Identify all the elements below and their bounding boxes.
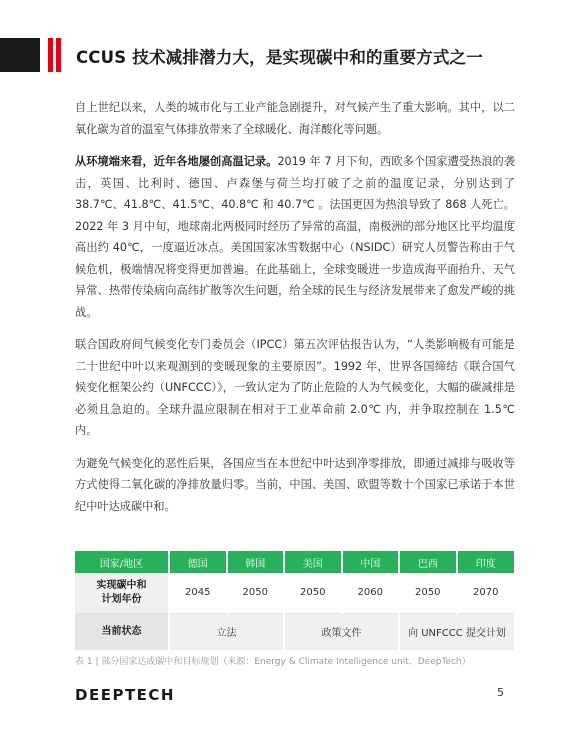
table-header-cell: 印度 bbox=[457, 551, 515, 573]
paragraph-lead: 从环境端来看，近年各地屡创高温记录。 bbox=[75, 155, 278, 168]
carbon-neutral-table bbox=[75, 551, 514, 650]
paragraph-text: 2019 年 7 月下旬，西欧多个国家遭受热浪的袭击，英国、比利时、德国、卢森堡与荷兰均打破了之前的温度记录，分别达到了 38.7℃、41.8℃、41.5℃、40.8℃ 和 40.7℃ 。法国更因为热浪导致了 868 人死亡。2022 年 3 月中旬，地球南北两极同时经历了异常的高温，南极洲的部分地区比平均温度高出约 40℃，一度逼近冰点。美国国家冰雪数据中心（NSIDC）研究人员警告称由于气候危机，极端情况将变得更加普遍。在此基础上，全球变暖进一步造成海平面抬升、天气异常、热带传染病向高纬扩散等次生问题，给全球的民生与经济发展带来了愈发严峻的挑战。 bbox=[75, 155, 515, 319]
header-black-bar bbox=[0, 38, 40, 72]
paragraph-environment bbox=[75, 151, 515, 323]
paragraph-text: 自上世纪以来，人类的城市化与工业产能急剧提升，对气候产生了重大影响。其中，以二氧化碳为首的温室气体排放带来了全球暖化、海洋酸化等问题。 bbox=[75, 101, 515, 136]
table-header-cell: 中国 bbox=[342, 551, 400, 573]
header-red-bar-2 bbox=[56, 38, 61, 72]
table-row bbox=[75, 573, 514, 613]
table-cell: 立法 bbox=[169, 613, 284, 650]
table-header-cell: 韩国 bbox=[227, 551, 285, 573]
header-red-bar bbox=[48, 38, 53, 72]
table-cell: 2050 bbox=[399, 573, 457, 613]
page-number: 5 bbox=[497, 686, 504, 699]
body-text bbox=[75, 97, 515, 528]
table-header-cell: 美国 bbox=[284, 551, 342, 573]
deeptech-logo: DEEPTECH bbox=[75, 686, 175, 704]
paragraph-ipcc bbox=[75, 334, 515, 442]
paragraph-text: 为避免气候变化的恶性后果，各国应当在本世纪中叶达到净零排放，即通过减排与吸收等方式使得二氧化碳的净排放量归零。当前，中国、美国、欧盟等数十个国家已承诺于本世纪中叶达成碳中和。 bbox=[75, 456, 515, 513]
table-header-row bbox=[75, 551, 514, 573]
row-label-target-year: 实现碳中和 计划年份 bbox=[75, 573, 169, 613]
table-cell: 2045 bbox=[169, 573, 227, 613]
table-cell: 2050 bbox=[227, 573, 285, 613]
table-header-cell: 巴西 bbox=[399, 551, 457, 573]
table-row bbox=[75, 613, 514, 650]
table-cell: 2070 bbox=[457, 573, 515, 613]
paragraph-intro bbox=[75, 97, 515, 140]
table-cell: 政策文件 bbox=[284, 613, 399, 650]
table-cell: 向 UNFCCC 提交计划 bbox=[399, 613, 514, 650]
page-title: CCUS 技术减排潜力大，是实现碳中和的重要方式之一 bbox=[76, 48, 483, 67]
paragraph-text: 联合国政府间气候变化专门委员会（IPCC）第五次评估报告认为，“人类影响极有可能是二十世纪中叶以来观测到的变暖现象的主要原因”。1992 年，世界各国缔结《联合国气候变化框架公约（UNFCCC）》，一致认定为了防止危险的人为气候变化，大幅的碳减排是必须且急迫的。全球升温应限制在相对于工业革命前 2.0℃ 内，并争取控制在 1.5℃内。 bbox=[75, 338, 515, 437]
row-label-status: 当前状态 bbox=[75, 613, 169, 650]
table-cell: 2060 bbox=[342, 573, 400, 613]
table-caption: 表 1 | 部分国家达成碳中和目标规划（来源：Energy & Climate Intelligence unit、DeepTech） bbox=[75, 657, 471, 667]
table-header-cell: 国家/地区 bbox=[75, 551, 169, 573]
table-header-cell: 德国 bbox=[169, 551, 227, 573]
table-cell: 2050 bbox=[284, 573, 342, 613]
paragraph-net-zero bbox=[75, 453, 515, 518]
